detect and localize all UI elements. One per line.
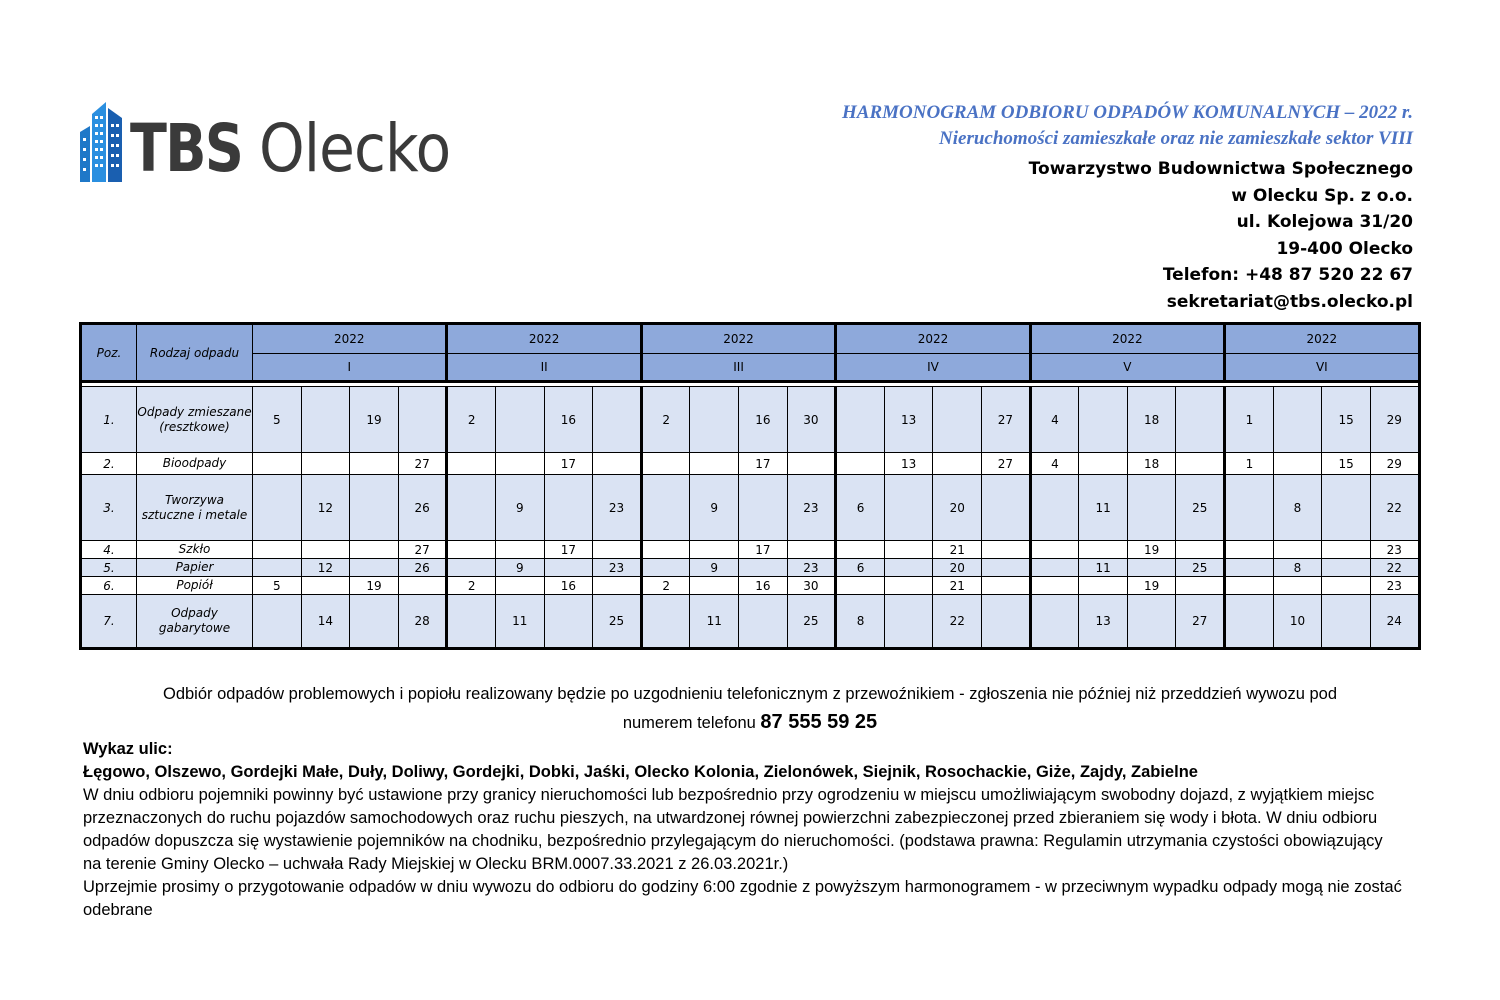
pickup-day bbox=[447, 595, 496, 649]
pickup-day bbox=[1176, 577, 1225, 595]
pickup-day bbox=[641, 559, 690, 577]
pickup-day: 15 bbox=[1322, 387, 1371, 453]
pickup-day bbox=[1079, 453, 1128, 475]
pickup-day bbox=[301, 387, 350, 453]
pickup-day: 19 bbox=[350, 577, 399, 595]
pickup-day: 27 bbox=[982, 387, 1031, 453]
pickup-day bbox=[1322, 559, 1371, 577]
pickup-day: 13 bbox=[884, 453, 933, 475]
pickup-day: 9 bbox=[496, 475, 545, 541]
streets-heading: Wykaz ulic: bbox=[83, 740, 173, 758]
month-header-V: V bbox=[1030, 354, 1224, 382]
pickup-day bbox=[253, 541, 302, 559]
pickup-day bbox=[982, 577, 1031, 595]
note-line-2 bbox=[80, 708, 1420, 737]
row-position: 5. bbox=[81, 559, 137, 577]
pickup-day bbox=[496, 387, 545, 453]
waste-type: Szkło bbox=[137, 541, 253, 559]
pickup-day: 12 bbox=[301, 475, 350, 541]
pickup-day bbox=[544, 475, 593, 541]
pickup-day bbox=[350, 453, 399, 475]
pickup-day: 27 bbox=[1176, 595, 1225, 649]
waste-type: Odpady gabarytowe bbox=[137, 595, 253, 649]
table-row bbox=[81, 387, 1420, 453]
pickup-day bbox=[836, 453, 885, 475]
pickup-day: 23 bbox=[787, 475, 836, 541]
pickup-day bbox=[253, 595, 302, 649]
pickup-day: 6 bbox=[836, 475, 885, 541]
pickup-day: 29 bbox=[1370, 453, 1419, 475]
pickup-day bbox=[447, 559, 496, 577]
pickup-day: 22 bbox=[1370, 559, 1419, 577]
pickup-day bbox=[1176, 541, 1225, 559]
pickup-day bbox=[1176, 387, 1225, 453]
pickup-day: 21 bbox=[933, 577, 982, 595]
waste-type: Popiół bbox=[137, 577, 253, 595]
pickup-day bbox=[544, 559, 593, 577]
pickup-day bbox=[350, 559, 399, 577]
pickup-day: 20 bbox=[933, 559, 982, 577]
pickup-day bbox=[496, 577, 545, 595]
note-line-1: Odbiór odpadów problemowych i popiołu realizowany będzie po uzgodnieniu telefonicznym z przewoźnikiem - zgłoszenia nie później niż przeddzień wywozu pod bbox=[163, 685, 1337, 703]
pickup-day: 5 bbox=[253, 577, 302, 595]
pickup-day bbox=[690, 541, 739, 559]
table-row bbox=[81, 559, 1420, 577]
pickup-day: 11 bbox=[1079, 559, 1128, 577]
pickup-day bbox=[350, 541, 399, 559]
waste-type: Bioodpady bbox=[137, 453, 253, 475]
pickup-day: 6 bbox=[836, 559, 885, 577]
pickup-day: 25 bbox=[1176, 559, 1225, 577]
pickup-day: 24 bbox=[1370, 595, 1419, 649]
note-line-2-text: numerem telefonu bbox=[622, 714, 761, 732]
pickup-day bbox=[1030, 595, 1079, 649]
pickup-day bbox=[787, 453, 836, 475]
pickup-day: 21 bbox=[933, 541, 982, 559]
pickup-day bbox=[1322, 475, 1371, 541]
pickup-day bbox=[301, 453, 350, 475]
year-header: 2022 bbox=[1030, 324, 1224, 354]
schedule-subtitle: Nieruchomości zamieszkałe oraz nie zamieszkałe sektor VIII bbox=[939, 128, 1413, 149]
carrier-phone-number: 87 555 59 25 bbox=[760, 711, 878, 733]
schedule-title: HARMONOGRAM ODBIORU ODPADÓW KOMUNALNYCH – 2022 r. bbox=[842, 102, 1413, 123]
pickup-day: 1 bbox=[1225, 453, 1274, 475]
pickup-day: 12 bbox=[301, 559, 350, 577]
pickup-day bbox=[593, 541, 642, 559]
pickup-day: 19 bbox=[350, 387, 399, 453]
streets-section bbox=[83, 738, 1403, 922]
pickup-day bbox=[1030, 541, 1079, 559]
pickup-day bbox=[1127, 595, 1176, 649]
pickup-day bbox=[933, 387, 982, 453]
pickup-day: 28 bbox=[398, 595, 447, 649]
pickup-day: 1 bbox=[1225, 387, 1274, 453]
pickup-day: 17 bbox=[544, 541, 593, 559]
schedule-table bbox=[79, 322, 1421, 650]
pickup-day bbox=[884, 475, 933, 541]
pickup-day: 23 bbox=[1370, 541, 1419, 559]
pickup-day bbox=[739, 595, 788, 649]
pickup-day: 19 bbox=[1127, 541, 1176, 559]
month-header-II: II bbox=[447, 354, 641, 382]
pickup-day bbox=[253, 453, 302, 475]
pickup-day bbox=[350, 475, 399, 541]
waste-type: Tworzywa sztuczne i metale bbox=[137, 475, 253, 541]
year-header: 2022 bbox=[641, 324, 835, 354]
pickup-day: 4 bbox=[1030, 387, 1079, 453]
pickup-day bbox=[496, 541, 545, 559]
pickup-day: 17 bbox=[739, 541, 788, 559]
column-header-waste-type: Rodzaj odpadu bbox=[137, 324, 253, 382]
pickup-day bbox=[1225, 577, 1274, 595]
month-header-VI: VI bbox=[1225, 354, 1419, 382]
year-header: 2022 bbox=[1225, 324, 1419, 354]
pickup-day: 16 bbox=[739, 387, 788, 453]
pickup-day: 23 bbox=[787, 559, 836, 577]
pickup-day: 26 bbox=[398, 475, 447, 541]
row-position: 7. bbox=[81, 595, 137, 649]
pickup-day bbox=[253, 559, 302, 577]
pickup-day: 9 bbox=[496, 559, 545, 577]
row-position: 4. bbox=[81, 541, 137, 559]
pickup-day bbox=[1273, 577, 1322, 595]
pickup-day: 4 bbox=[1030, 453, 1079, 475]
pickup-day bbox=[1176, 453, 1225, 475]
table-row bbox=[81, 595, 1420, 649]
pickup-day: 29 bbox=[1370, 387, 1419, 453]
pickup-day: 2 bbox=[447, 387, 496, 453]
pickup-day: 27 bbox=[398, 453, 447, 475]
pickup-day: 2 bbox=[641, 387, 690, 453]
pickup-day bbox=[787, 541, 836, 559]
year-header: 2022 bbox=[253, 324, 447, 354]
pickup-day: 10 bbox=[1273, 595, 1322, 649]
pickup-day bbox=[641, 541, 690, 559]
pickup-day: 30 bbox=[787, 577, 836, 595]
pickup-day: 13 bbox=[884, 387, 933, 453]
pickup-day: 11 bbox=[690, 595, 739, 649]
pickup-day bbox=[447, 541, 496, 559]
pickup-day: 25 bbox=[593, 595, 642, 649]
pickup-day bbox=[1225, 475, 1274, 541]
pickup-day bbox=[253, 475, 302, 541]
month-header-IV: IV bbox=[836, 354, 1030, 382]
pickup-day: 16 bbox=[739, 577, 788, 595]
pickup-day: 11 bbox=[1079, 475, 1128, 541]
pickup-day bbox=[641, 453, 690, 475]
pickup-day bbox=[982, 595, 1031, 649]
pickup-day: 8 bbox=[1273, 475, 1322, 541]
pickup-day bbox=[884, 541, 933, 559]
document-header bbox=[842, 100, 1413, 315]
pickup-day bbox=[1273, 541, 1322, 559]
pickup-day: 27 bbox=[982, 453, 1031, 475]
logo-text-tbs: TBS bbox=[130, 110, 243, 187]
pickup-day: 13 bbox=[1079, 595, 1128, 649]
pickup-day bbox=[933, 453, 982, 475]
pickup-day bbox=[1225, 595, 1274, 649]
pickup-day bbox=[447, 453, 496, 475]
placement-rules-text: W dniu odbioru pojemniki powinny być ustawione przy granicy nieruchomości lub bezpośrednio przy ogrodzeniu w miejscu umożliwiającym swobodny dojazd, z wyjątkiem miejsc przeznaczonych do ruchu pojazdów samochodowych oraz ruchu pieszych, na utwardzonej równej powierzchni zabezpieczonej przed zbieraniem się wody i błota. W dniu odbioru odpadów dopuszcza się wystawienie pojemników na chodniku, bezpośrednio przylegającym do nieruchomości. (podstawa prawna: Regulamin utrzymania czystości obowiązujący na terenie Gminy Olecko – uchwała Rady Miejskiej w Olecku BRM.0007.33.2021 z 26.03.2021r.) bbox=[83, 786, 1383, 873]
building-icon bbox=[80, 102, 126, 182]
pickup-day: 2 bbox=[447, 577, 496, 595]
pickup-day: 14 bbox=[301, 595, 350, 649]
row-position: 1. bbox=[81, 387, 137, 453]
pickup-day: 23 bbox=[593, 559, 642, 577]
waste-type: Odpady zmieszane (resztkowe) bbox=[137, 387, 253, 453]
pickup-day bbox=[739, 559, 788, 577]
pickup-day bbox=[1322, 577, 1371, 595]
pickup-day bbox=[884, 559, 933, 577]
company-info bbox=[842, 156, 1413, 315]
row-position: 3. bbox=[81, 475, 137, 541]
pickup-day: 9 bbox=[690, 475, 739, 541]
pickup-day: 9 bbox=[690, 559, 739, 577]
pickup-day bbox=[301, 541, 350, 559]
company-phone: Telefon: +48 87 520 22 67 bbox=[1162, 265, 1413, 285]
preparation-request-text: Uprzejmie prosimy o przygotowanie odpadów w dniu wywozu do odbioru do godziny 6:00 zgodnie z powyższym harmonogramem - w przeciwnym wypadku odpady mogą nie zostać odebrane bbox=[83, 878, 1402, 919]
pickup-day bbox=[301, 577, 350, 595]
pickup-day: 15 bbox=[1322, 453, 1371, 475]
pickup-day: 2 bbox=[641, 577, 690, 595]
pickup-day: 17 bbox=[544, 453, 593, 475]
month-header-III: III bbox=[641, 354, 835, 382]
pickup-day: 8 bbox=[1273, 559, 1322, 577]
streets-list: Łęgowo, Olszewo, Gordejki Małe, Duły, Doliwy, Gordejki, Dobki, Jaśki, Olecko Kolonia, Zielonówek, Siejnik, Rosochackie, Giże, Zajdy, Zabielne bbox=[83, 763, 1198, 781]
pickup-day bbox=[884, 595, 933, 649]
pickup-day: 25 bbox=[787, 595, 836, 649]
pickup-day bbox=[739, 475, 788, 541]
pickup-day bbox=[982, 475, 1031, 541]
year-header: 2022 bbox=[447, 324, 641, 354]
pickup-day: 20 bbox=[933, 475, 982, 541]
pickup-day: 22 bbox=[933, 595, 982, 649]
waste-type: Papier bbox=[137, 559, 253, 577]
company-name-line2: w Olecku Sp. z o.o. bbox=[1231, 185, 1413, 206]
table-row bbox=[81, 577, 1420, 595]
tbs-logo bbox=[80, 100, 476, 187]
row-position: 6. bbox=[81, 577, 137, 595]
pickup-day bbox=[1030, 577, 1079, 595]
pickup-day bbox=[1322, 595, 1371, 649]
table-row bbox=[81, 541, 1420, 559]
pickup-day bbox=[593, 453, 642, 475]
pickup-day bbox=[982, 541, 1031, 559]
pickup-day bbox=[641, 595, 690, 649]
pickup-day: 8 bbox=[836, 595, 885, 649]
pickup-day bbox=[1225, 559, 1274, 577]
pickup-day: 27 bbox=[398, 541, 447, 559]
pickup-day bbox=[836, 541, 885, 559]
pickup-day: 11 bbox=[496, 595, 545, 649]
column-header-pos: Poz. bbox=[81, 324, 137, 382]
pickup-day bbox=[1225, 541, 1274, 559]
pickup-day: 19 bbox=[1127, 577, 1176, 595]
pickup-day: 23 bbox=[593, 475, 642, 541]
pickup-day: 5 bbox=[253, 387, 302, 453]
pickup-day: 22 bbox=[1370, 475, 1419, 541]
pickup-day: 18 bbox=[1127, 453, 1176, 475]
company-street: ul. Kolejowa 31/20 bbox=[1236, 212, 1413, 232]
pickup-day bbox=[398, 387, 447, 453]
company-name: Towarzystwo Budownictwa Społecznego bbox=[1028, 159, 1413, 179]
pickup-day bbox=[447, 475, 496, 541]
pickup-day bbox=[544, 595, 593, 649]
pickup-day bbox=[1079, 577, 1128, 595]
company-email: sekretariat@tbs.olecko.pl bbox=[1166, 291, 1413, 312]
pickup-day bbox=[836, 387, 885, 453]
pickup-day bbox=[1127, 475, 1176, 541]
pickup-day: 16 bbox=[544, 387, 593, 453]
pickup-day bbox=[593, 577, 642, 595]
pickup-day bbox=[398, 577, 447, 595]
pickup-day bbox=[982, 559, 1031, 577]
pickup-day bbox=[884, 577, 933, 595]
year-header: 2022 bbox=[836, 324, 1030, 354]
pickup-day: 25 bbox=[1176, 475, 1225, 541]
month-header-I: I bbox=[253, 354, 447, 382]
pickup-day: 18 bbox=[1127, 387, 1176, 453]
pickup-day bbox=[350, 595, 399, 649]
pickup-day: 30 bbox=[787, 387, 836, 453]
logo-text-olecko: Olecko bbox=[258, 110, 451, 187]
pickup-day: 16 bbox=[544, 577, 593, 595]
pickup-day bbox=[1273, 453, 1322, 475]
pickup-day bbox=[690, 387, 739, 453]
pickup-day: 26 bbox=[398, 559, 447, 577]
company-city: 19-400 Olecko bbox=[1276, 238, 1413, 259]
pickup-day bbox=[1030, 559, 1079, 577]
problem-waste-note bbox=[80, 680, 1420, 737]
pickup-day: 23 bbox=[1370, 577, 1419, 595]
pickup-day bbox=[1079, 387, 1128, 453]
table-row bbox=[81, 453, 1420, 475]
pickup-day bbox=[836, 577, 885, 595]
pickup-day bbox=[1079, 541, 1128, 559]
row-position: 2. bbox=[81, 453, 137, 475]
pickup-day bbox=[496, 453, 545, 475]
pickup-day bbox=[690, 453, 739, 475]
pickup-day bbox=[593, 387, 642, 453]
pickup-day bbox=[1030, 475, 1079, 541]
pickup-day bbox=[1127, 559, 1176, 577]
pickup-day bbox=[1322, 541, 1371, 559]
pickup-day: 17 bbox=[739, 453, 788, 475]
pickup-day bbox=[641, 475, 690, 541]
pickup-day bbox=[1273, 387, 1322, 453]
pickup-day bbox=[690, 577, 739, 595]
table-row bbox=[81, 475, 1420, 541]
